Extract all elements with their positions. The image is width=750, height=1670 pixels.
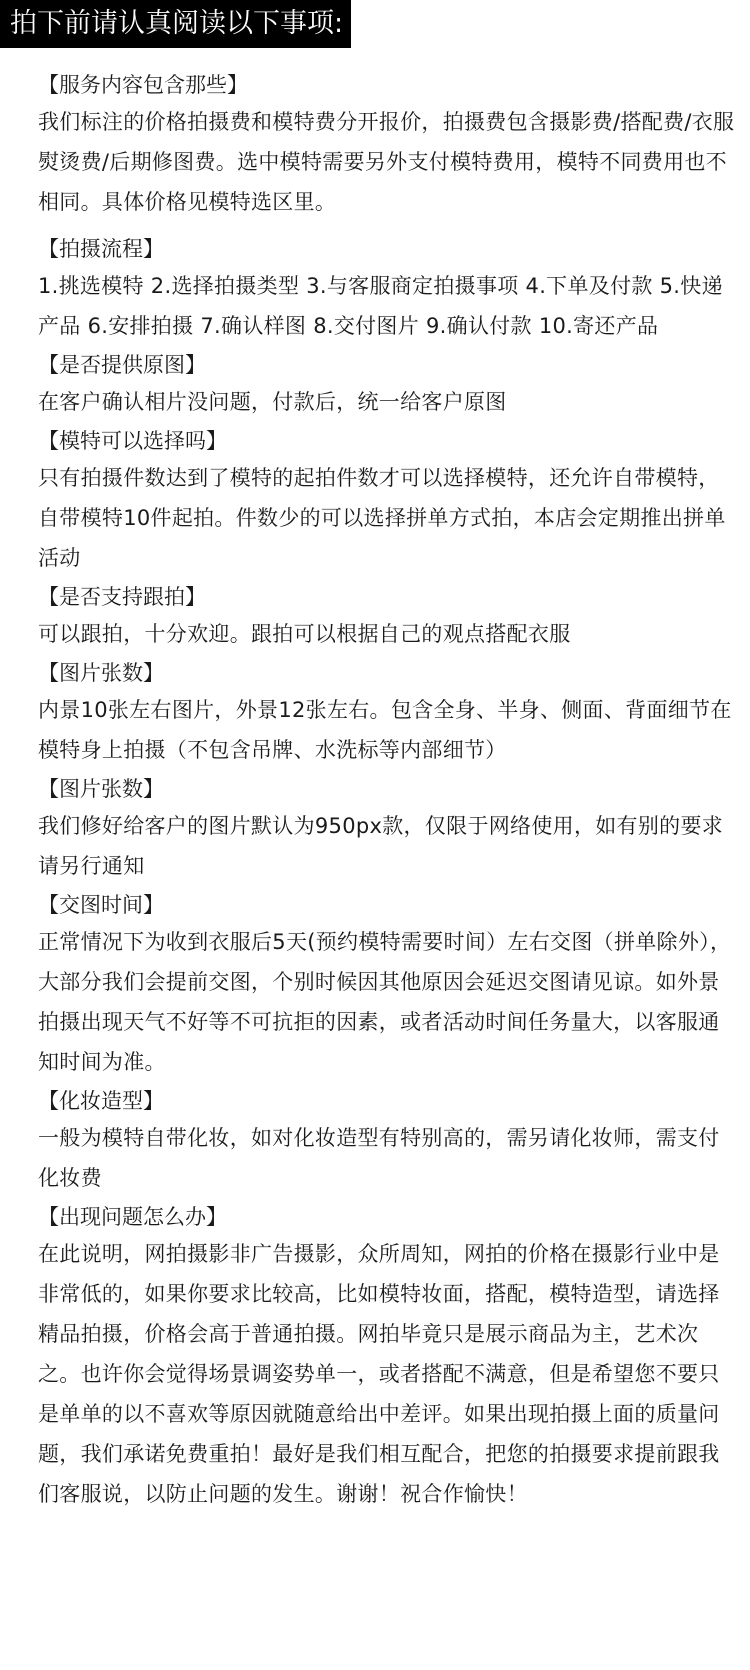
section-delivery-time: [38, 888, 738, 1082]
section-body: 一般为模特自带化妆，如对化妆造型有特别高的，需另请化妆师，需支付化妆费: [38, 1126, 720, 1190]
section-heading: 【图片张数】: [38, 777, 164, 801]
section-heading: 【服务内容包含那些】: [38, 73, 248, 97]
section-heading: 【交图时间】: [38, 893, 164, 917]
section-follow-shoot: [38, 580, 738, 654]
section-body: 只有拍摄件数达到了模特的起拍件数才可以选择模特，还允许自带模特，自带模特10件起拍。件数少的可以选择拼单方式拍，本店会定期推出拼单活动: [38, 466, 726, 570]
section-body: 1.挑选模特 2.选择拍摄类型 3.与客服商定拍摄事项 4.下单及付款 5.快递产品 6.安排拍摄 7.确认样图 8.交付图片 9.确认付款 10.寄还产品: [38, 274, 723, 338]
section-heading: 【化妆造型】: [38, 1089, 164, 1113]
notice-banner: [0, 0, 351, 48]
section-body: 正常情况下为收到衣服后5天(预约模特需要时间）左右交图（拼单除外），大部分我们会提前交图，个别时候因其他原因会延迟交图请见谅。如外景拍摄出现天气不好等不可抗拒的因素，或者活动时间任务量大，以客服通知时间为准。: [38, 930, 732, 1074]
section-body: 可以跟拍，十分欢迎。跟拍可以根据自己的观点搭配衣服: [38, 622, 571, 646]
section-heading: 【图片张数】: [38, 661, 164, 685]
section-image-count: [38, 656, 738, 770]
section-body: 在此说明，网拍摄影非广告摄影，众所周知，网拍的价格在摄影行业中是非常低的，如果你要求比较高，比如模特妆面，搭配，模特造型，请选择精品拍摄，价格会高于普通拍摄。网拍毕竟只是展示商品为主，艺术次之。也许你会觉得场景调姿势单一，或者搭配不满意，但是希望您不要只是单单的以不喜欢等原因就随意给出中差评。如果出现拍摄上面的质量问题，我们承诺免费重拍！最好是我们相互配合，把您的拍摄要求提前跟我们客服说，以防止问题的发生。谢谢！祝合作愉快！: [38, 1242, 720, 1506]
section-heading: 【出现问题怎么办】: [38, 1205, 227, 1229]
section-body: 我们标注的价格拍摄费和模特费分开报价，拍摄费包含摄影费/搭配费/衣服熨烫费/后期修图费。选中模特需要另外支付模特费用，模特不同费用也不相同。具体价格见模特选区里。: [38, 110, 735, 214]
section-heading: 【拍摄流程】: [38, 237, 164, 261]
section-makeup: [38, 1084, 738, 1198]
banner-title: 拍下前请认真阅读以下事项:: [10, 8, 344, 39]
section-image-size: [38, 772, 738, 886]
section-heading: 【模特可以选择吗】: [38, 429, 227, 453]
section-model-selection: [38, 424, 738, 578]
section-body: 在客户确认相片没问题，付款后，统一给客户原图: [38, 390, 507, 414]
section-heading: 【是否支持跟拍】: [38, 585, 206, 609]
section-service-content: [38, 68, 738, 222]
section-body: 内景10张左右图片，外景12张左右。包含全身、半身、侧面、背面细节在模特身上拍摄（不包含吊牌、水洗标等内部细节）: [38, 698, 732, 762]
section-original-images: [38, 348, 738, 422]
section-problems: [38, 1200, 738, 1514]
section-body: 我们修好给客户的图片默认为950px款，仅限于网络使用，如有别的要求请另行通知: [38, 814, 724, 878]
section-shooting-process: [38, 232, 738, 346]
notice-content: [38, 68, 738, 1514]
section-heading: 【是否提供原图】: [38, 353, 206, 377]
